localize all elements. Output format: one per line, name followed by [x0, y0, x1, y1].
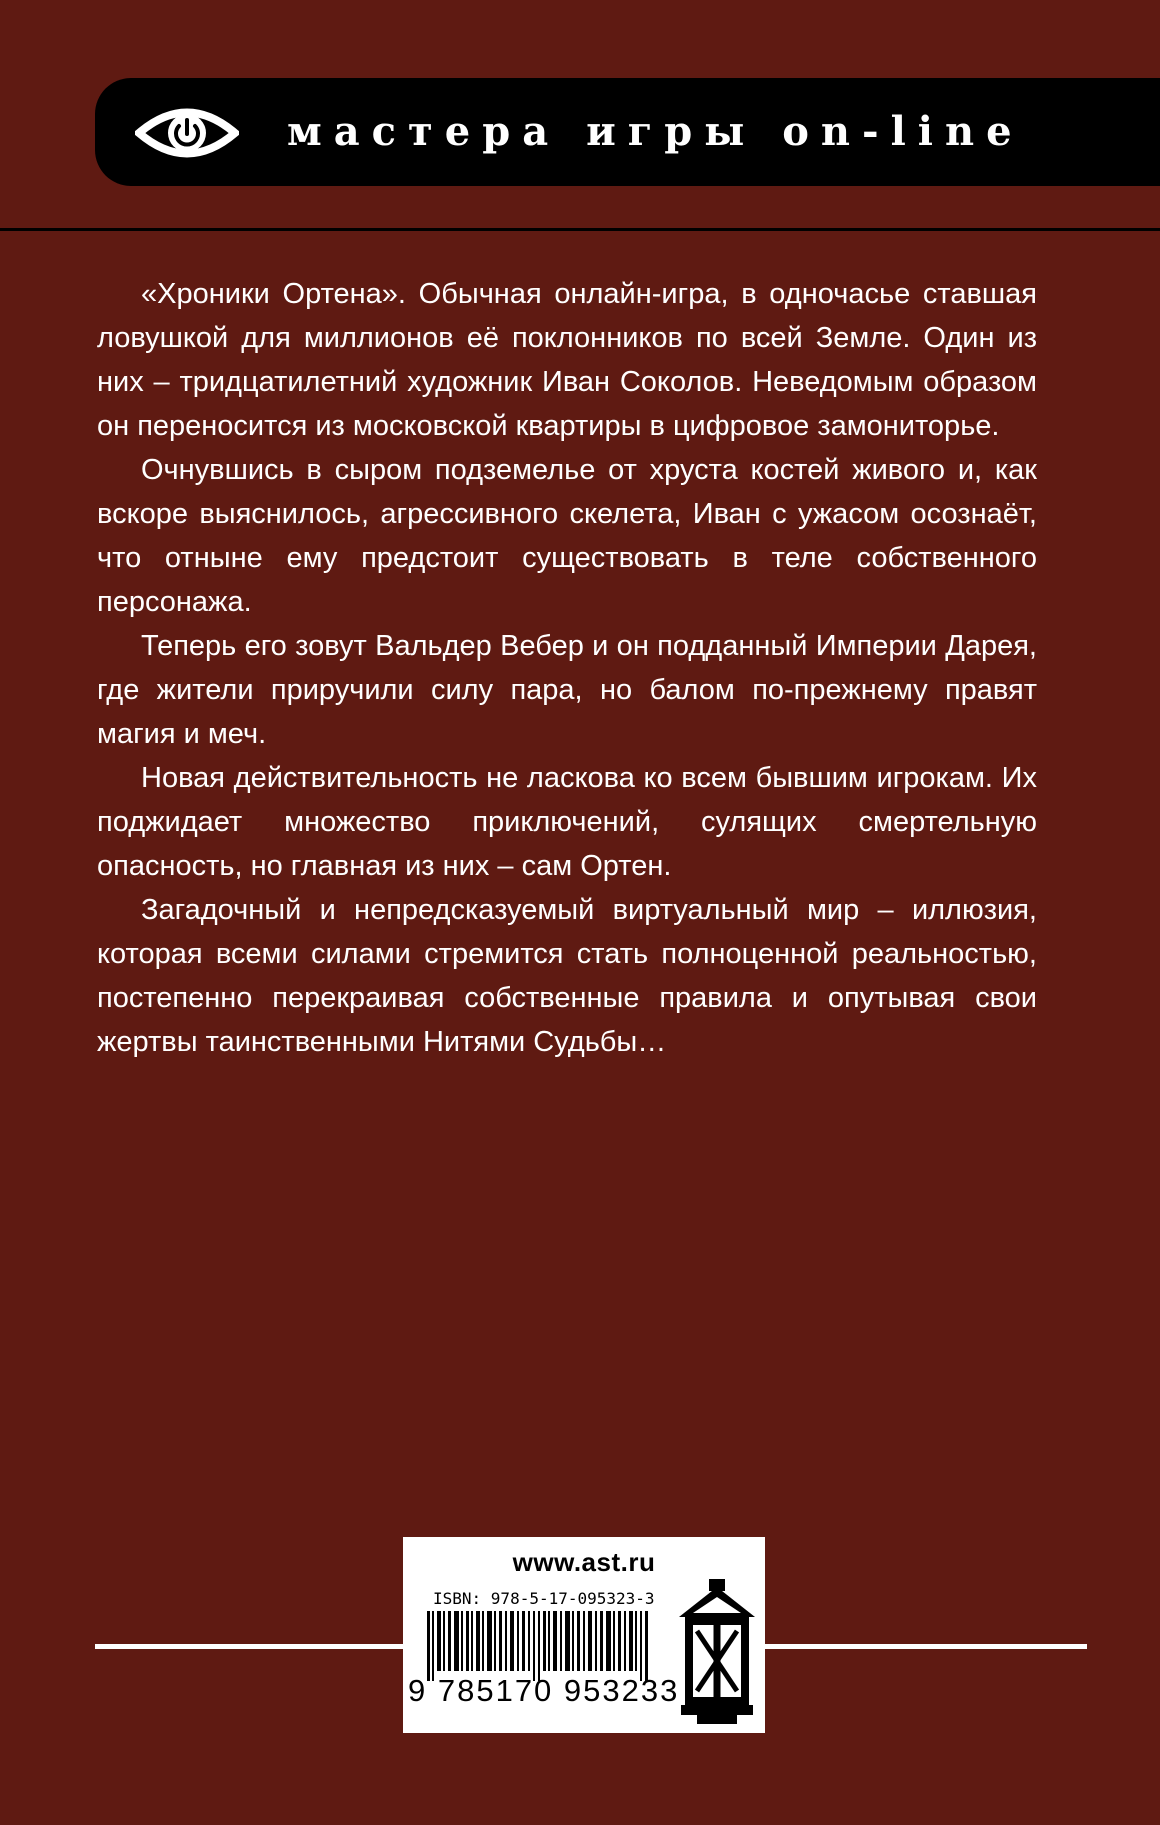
- isbn-number: ISBN: 978-5-17-095323-3: [433, 1589, 655, 1608]
- eye-power-icon: [135, 100, 239, 166]
- book-annotation: [97, 272, 1037, 1064]
- annotation-paragraph: Очнувшись в сыром подземелье от хруста костей живого и, как вскоре выяснилось, агрессивного скелета, Иван с ужасом осознаёт, что отныне ему предстоит существовать в теле собственного персонажа.: [97, 454, 1037, 618]
- divider: [0, 228, 1160, 231]
- publisher-url: www.ast.ru: [512, 1547, 656, 1577]
- barcode-card: [403, 1537, 765, 1733]
- annotation-paragraph: Загадочный и непредсказуемый виртуальный мир – иллюзия, которая всеми силами стремится стать полноценной реальностью, постепенно перекраивая собственные правила и опутывая свои жертвы таинственными Нитями Судьбы…: [97, 894, 1037, 1058]
- barcode-bars: [427, 1611, 667, 1681]
- bottom-rule-left: [95, 1644, 405, 1649]
- annotation-paragraph: «Хроники Ортена». Обычная онлайн-игра, в одночасье ставшая ловушкой для миллионов её поклонников по всей Земле. Один из них – тридцатилетний художник Иван Соколов. Неведомым образом он переносится из московской квартиры в цифровое замониторье.: [97, 278, 1037, 442]
- bottom-rule-right: [765, 1644, 1087, 1649]
- series-title: мастера игры on-line: [287, 108, 1024, 155]
- annotation-paragraph: Новая действительность не ласкова ко всем бывшим игрокам. Их поджидает множество приключений, сулящих смертельную опасность, но главная из них – сам Ортен.: [97, 762, 1037, 882]
- lantern-logo-icon: [677, 1579, 757, 1724]
- ean-digits: 9 785170 953233: [408, 1673, 680, 1708]
- series-band: [95, 78, 1160, 186]
- annotation-paragraph: Теперь его зовут Вальдер Вебер и он подданный Империи Дарея, где жители приручили силу пара, но балом по-прежнему правят магия и меч.: [97, 630, 1037, 750]
